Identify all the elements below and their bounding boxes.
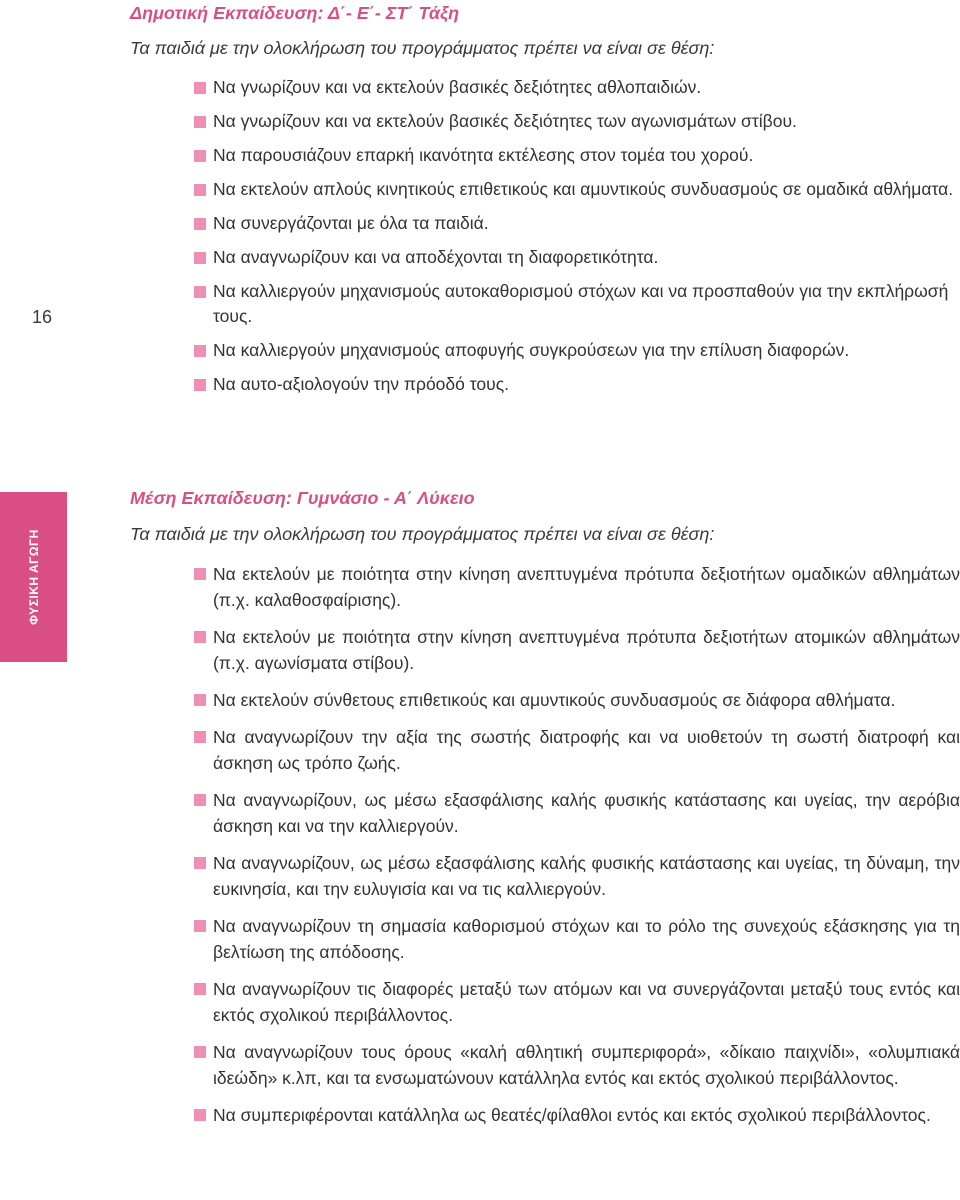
list-item-text: Να καλλιεργούν μηχανισμούς αυτοκαθορισμού στόχων και να προσπαθούν για την εκπλήρωσή τους. xyxy=(213,281,949,326)
section-title-secondary: Μέση Εκπαίδευση: Γυμνάσιο - Α΄ Λύκειο xyxy=(130,488,475,508)
list-item-text: Να εκτελούν σύνθετους επιθετικούς και αμυντικούς συνδυασμούς σε διάφορα αθλήματα. xyxy=(213,690,896,710)
objectives-list-primary xyxy=(193,75,960,406)
list-item xyxy=(193,338,960,363)
list-item-text: Να αναγνωρίζουν, ως μέσω εξασφάλισης καλής φυσικής κατάστασης και υγείας, την αερόβια άσκηση και να την καλλιεργούν. xyxy=(213,790,960,836)
list-item xyxy=(193,109,960,134)
square-bullet-icon xyxy=(194,983,206,995)
square-bullet-icon xyxy=(194,150,206,162)
list-item xyxy=(193,75,960,100)
list-item-text: Να καλλιεργούν μηχανισμούς αποφυγής συγκρούσεων για την επίλυση διαφορών. xyxy=(213,340,850,360)
list-item-text: Να αναγνωρίζουν την αξία της σωστής διατροφής και να υιοθετούν τη σωστή διατροφή και άσκηση ως τρόπο ζωής. xyxy=(213,727,960,773)
list-item xyxy=(193,372,960,397)
list-item xyxy=(193,279,960,329)
square-bullet-icon xyxy=(194,82,206,94)
square-bullet-icon xyxy=(194,345,206,357)
list-item-text: Να συνεργάζονται με όλα τα παιδιά. xyxy=(213,213,489,233)
list-item xyxy=(193,913,960,965)
list-item xyxy=(193,177,960,202)
list-item-text: Να εκτελούν με ποιότητα στην κίνηση ανεπτυγμένα πρότυπα δεξιοτήτων ατομικών αθλημάτων (π.χ. αγωνίσματα στίβου). xyxy=(213,627,960,673)
list-item xyxy=(193,850,960,902)
list-item xyxy=(193,724,960,776)
square-bullet-icon xyxy=(194,857,206,869)
section-title-primary: Δημοτική Εκπαίδευση: Δ΄- Ε΄- ΣΤ΄ Τάξη xyxy=(130,3,460,23)
list-item xyxy=(193,143,960,168)
list-item-text: Να παρουσιάζουν επαρκή ικανότητα εκτέλεσης στον τομέα του χορού. xyxy=(213,145,754,165)
square-bullet-icon xyxy=(194,1109,206,1121)
list-item xyxy=(193,561,960,613)
square-bullet-icon xyxy=(194,218,206,230)
square-bullet-icon xyxy=(194,184,206,196)
square-bullet-icon xyxy=(194,379,206,391)
list-item-text: Να αναγνωρίζουν τις διαφορές μεταξύ των ατόμων και να συνεργάζονται μεταξύ τους εντός και εκτός σχολικού περιβάλλοντος. xyxy=(213,979,960,1025)
list-item-text: Να αναγνωρίζουν τους όρους «καλή αθλητική συμπεριφορά», «δίκαιο παιχνίδι», «ολυμπιακά ιδεώδη» κ.λπ, και τα ενσωματώνουν κατάλληλα εντός και εκτός σχολικού περιβάλλοντος. xyxy=(213,1042,960,1088)
list-item xyxy=(193,1102,960,1128)
list-item-text: Να εκτελούν με ποιότητα στην κίνηση ανεπτυγμένα πρότυπα δεξιοτήτων ομαδικών αθλημάτων (π.χ. καλαθοσφαίρισης). xyxy=(213,564,960,610)
square-bullet-icon xyxy=(194,794,206,806)
side-tab xyxy=(0,492,67,662)
list-item xyxy=(193,976,960,1028)
square-bullet-icon xyxy=(194,252,206,264)
list-item xyxy=(193,245,960,270)
list-item-text: Να γνωρίζουν και να εκτελούν βασικές δεξιότητες των αγωνισμάτων στίβου. xyxy=(213,111,797,131)
list-item xyxy=(193,1039,960,1091)
side-tab-label: ΦΥΣΙΚΗ ΑΓΩΓΗ xyxy=(26,529,41,625)
square-bullet-icon xyxy=(194,116,206,128)
square-bullet-icon xyxy=(194,631,206,643)
section-intro-primary: Τα παιδιά με την ολοκλήρωση του προγράμματος πρέπει να είναι σε θέση: xyxy=(130,38,715,58)
objectives-list-secondary xyxy=(193,561,960,1139)
section-intro-secondary: Τα παιδιά με την ολοκλήρωση του προγράμματος πρέπει να είναι σε θέση: xyxy=(130,524,715,544)
square-bullet-icon xyxy=(194,1046,206,1058)
list-item xyxy=(193,624,960,676)
square-bullet-icon xyxy=(194,568,206,580)
page-number: 16 xyxy=(31,307,53,327)
list-item-text: Να αυτο-αξιολογούν την πρόοδό τους. xyxy=(213,374,510,394)
square-bullet-icon xyxy=(194,731,206,743)
list-item-text: Να αναγνωρίζουν και να αποδέχονται τη διαφορετικότητα. xyxy=(213,247,659,267)
list-item-text: Να συμπεριφέρονται κατάλληλα ως θεατές/φίλαθλοι εντός και εκτός σχολικού περιβάλλοντος. xyxy=(213,1105,931,1125)
square-bullet-icon xyxy=(194,286,206,298)
square-bullet-icon xyxy=(194,694,206,706)
list-item xyxy=(193,787,960,839)
list-item-text: Να εκτελούν απλούς κινητικούς επιθετικούς και αμυντικούς συνδυασμούς σε ομαδικά αθλήματα. xyxy=(213,179,954,199)
list-item-text: Να γνωρίζουν και να εκτελούν βασικές δεξιότητες αθλοπαιδιών. xyxy=(213,77,702,97)
list-item-text: Να αναγνωρίζουν τη σημασία καθορισμού στόχων και το ρόλο της συνεχούς εξάσκησης για τη βελτίωση της απόδοσης. xyxy=(213,916,960,962)
square-bullet-icon xyxy=(194,920,206,932)
list-item xyxy=(193,687,960,713)
list-item-text: Να αναγνωρίζουν, ως μέσω εξασφάλισης καλής φυσικής κατάστασης και υγείας, τη δύναμη, την ευκινησία, και την ευλυγισία και να τις καλλιεργούν. xyxy=(213,853,960,899)
list-item xyxy=(193,211,960,236)
